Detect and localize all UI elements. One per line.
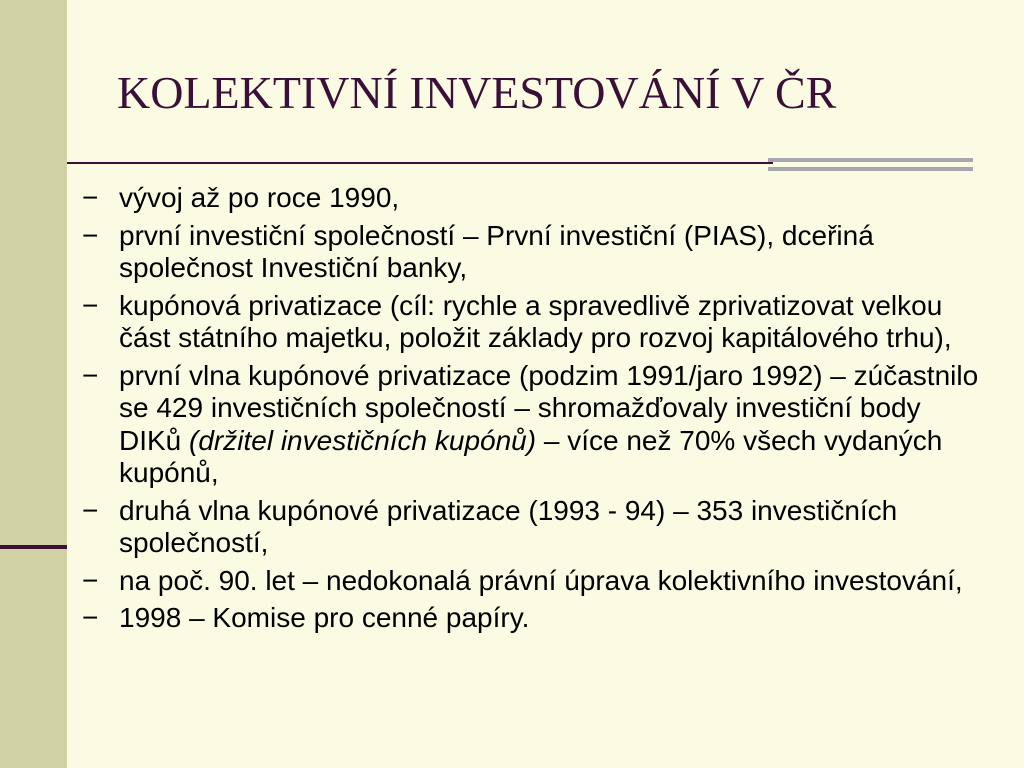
bullet-item: [82, 495, 982, 560]
bullet-text: druhá vlna kupónové privatizace (1993 - 94) – 353 investičních společností,: [119, 494, 898, 558]
bullet-dash-icon: −: [82, 564, 99, 596]
bullet-dash-icon: −: [82, 219, 99, 251]
bullet-text: první investiční společností – První investiční (PIAS), dceřiná společnost Investiční banky,: [119, 219, 874, 283]
bullet-text-part: první vlna kupónové privatizace (podzim 1991/jaro 1992) – zúčastnilo se 429 investičních společností – shromažďovaly investiční body DIKů: [119, 359, 979, 456]
bullet-dash-icon: −: [82, 602, 99, 633]
bullet-item: [82, 360, 982, 490]
bullet-text: 1998 – Komise pro cenné papíry.: [119, 602, 530, 633]
decorative-side-bar: [0, 0, 67, 768]
bullet-list: [82, 182, 982, 640]
bullet-text-part: – více než 70% všech vydaných kupónů,: [119, 424, 943, 488]
bullet-dash-icon: −: [82, 359, 99, 391]
bullet-item: [82, 565, 982, 598]
bullet-text: na poč. 90. let – nedokonalá právní úprava kolektivního investování,: [119, 564, 963, 596]
side-bar-accent-line: [0, 545, 67, 549]
slide-title: KOLEKTIVNÍ INVESTOVÁNÍ V ČR: [117, 67, 837, 118]
accent-stripe: [768, 158, 973, 162]
title-divider-line: [67, 162, 773, 164]
bullet-text-italic: (držitel investičních kupónů): [189, 424, 537, 456]
divider-accent-stripes: [768, 158, 973, 180]
bullet-dash-icon: −: [82, 289, 99, 321]
bullet-item: [82, 220, 982, 285]
bullet-item: [82, 182, 982, 215]
bullet-dash-icon: −: [82, 182, 99, 213]
bullet-item: [82, 290, 982, 355]
bullet-text: kupónová privatizace (cíl: rychle a spravedlivě zprivatizovat velkou část státního majetku, položit základy pro rozvoj kapitálového trhu),: [119, 289, 952, 353]
bullet-item: [82, 602, 982, 635]
bullet-text: vývoj až po roce 1990,: [119, 182, 400, 213]
accent-stripe: [768, 167, 973, 171]
bullet-dash-icon: −: [82, 494, 99, 526]
